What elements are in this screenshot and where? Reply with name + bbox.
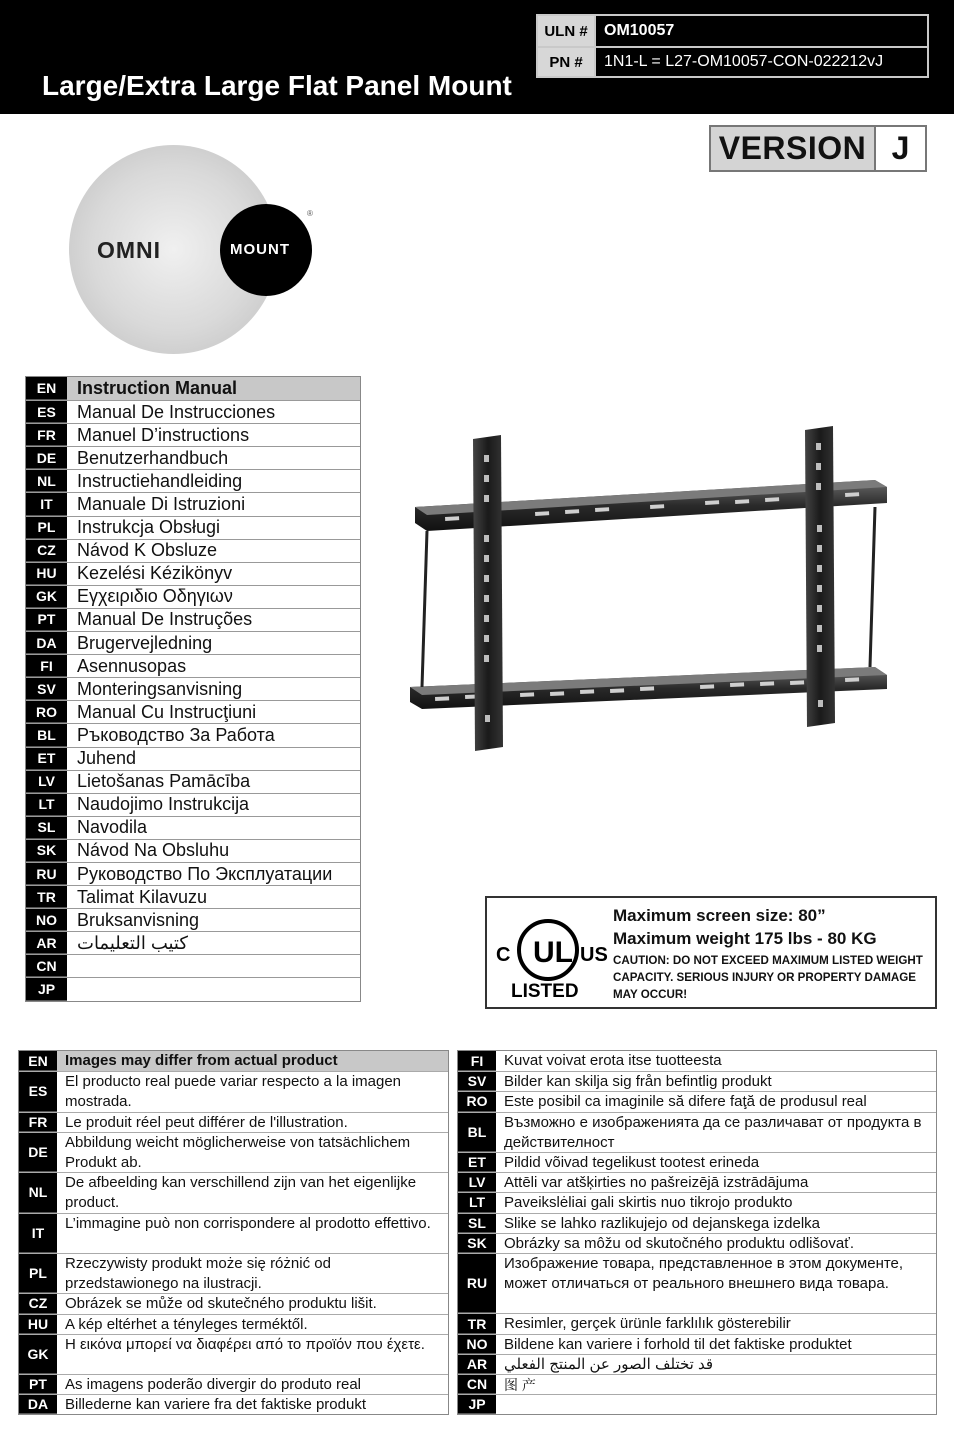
disclaimer-text: As imagens poderão divergir do produto real [65,1376,362,1394]
disclaimer-row [19,1051,448,1071]
language-row [26,700,360,723]
language-code: IT [19,1214,57,1253]
language-code: CZ [19,1294,57,1313]
language-code: FR [19,1113,57,1132]
language-row [26,469,360,492]
language-row [26,562,360,585]
language-code: SK [458,1234,496,1253]
language-code: ES [26,401,67,423]
language-code: AR [26,932,67,954]
disclaimer-row [458,1071,936,1091]
language-code: CN [458,1375,496,1394]
manual-title: Manuale Di Istruzioni [77,494,246,515]
manual-title: Návod Na Obsluhu [77,840,230,861]
disclaimer-row [19,1334,448,1374]
pn-label: PN # [538,48,596,76]
manual-title: Εγχειριδιο Οδηγιων [77,586,233,607]
language-code: SL [26,817,67,839]
language-code: BL [26,724,67,746]
language-code: NL [19,1173,57,1212]
language-row [26,423,360,446]
disclaimer-row [458,1091,936,1111]
logo-registered-mark: ® [307,209,313,218]
disclaimer-text: El producto real puede variar respecto a la imagen mostrada. [65,1073,402,1111]
disclaimer-text: قد تختلف الصور عن المنتج الفعلي [504,1355,714,1373]
language-row [26,839,360,862]
disclaimer-row [458,1394,936,1414]
disclaimer-text: Kuvat voivat erota itse tuotteesta [504,1052,722,1069]
logo-text-omni: OMNI [97,237,162,263]
disclaimer-row [19,1394,448,1414]
language-row [26,446,360,469]
manual-title: Instrukcja Obsługi [77,517,221,538]
mount-left-brace [422,531,427,687]
language-code: JP [458,1395,496,1414]
ul-listed-text: LISTED [511,981,579,1002]
max-screen-size: Maximum screen size: 80” [613,906,826,925]
language-code: LT [26,794,67,816]
mount-left-arm [473,435,503,751]
uln-value: OM10057 [596,16,927,46]
language-code: PL [19,1254,57,1293]
disclaimer-row [19,1132,448,1172]
language-row [26,608,360,631]
disclaimer-row [458,1253,936,1314]
manual-title: Navodila [77,817,148,838]
language-row [26,400,360,423]
language-code: HU [26,563,67,585]
disclaimer-row [458,1334,936,1354]
manual-title: Kezelési Kézikönyv [77,563,233,584]
manual-title: Monteringsanvisning [77,678,243,699]
language-row [26,908,360,931]
language-row [26,539,360,562]
disclaimer-text: Attēli var atšķirties no pašreizējā izstrādājuma [504,1174,809,1192]
language-code: LV [458,1173,496,1192]
manual-title: Benutzerhandbuch [77,447,229,468]
disclaimer-text [496,1395,936,1414]
disclaimer-table-right [457,1050,937,1415]
language-code: NO [458,1335,496,1354]
language-row [26,516,360,539]
disclaimer-text: Bilder kan skilja sig från befintlig produkt [504,1073,772,1091]
language-code: NO [26,909,67,931]
language-code: PL [26,517,67,539]
manual-title: Lietošanas Pamācība [77,771,251,792]
language-row [26,770,360,793]
manual-title: Manual Cu Instrucţiuni [77,701,257,722]
language-code: PT [19,1375,57,1394]
disclaimer-text: De afbeelding kan verschillend zijn van het eigenlijke product. [65,1174,417,1212]
manual-title [67,978,360,1000]
ul-us-text: US [580,944,608,966]
language-code: SL [458,1214,496,1233]
language-code: LV [26,771,67,793]
disclaimer-row [458,1213,936,1233]
omnimount-logo [69,145,313,354]
disclaimer-row [19,1112,448,1132]
language-row [26,977,360,1000]
disclaimer-table-left [18,1050,449,1415]
manual-title: Naudojimo Instrukcija [77,794,250,815]
disclaimer-text: Paveikslėliai gali skirtis nuo tikrojo produkto [504,1194,793,1212]
manual-title: Asennusopas [77,655,187,676]
ul-mark-text: UL [533,936,573,969]
disclaimer-row [458,1354,936,1374]
language-row [26,793,360,816]
language-code: GK [26,586,67,608]
disclaimer-text: Obrázky sa môžu od skutočného produktu odlišovať. [504,1234,854,1252]
disclaimer-row [458,1172,936,1192]
language-row [26,723,360,746]
pn-value: 1N1-L = L27-OM10057-CON-022212vJ [596,48,927,76]
version-box [709,125,927,172]
language-code: LT [458,1193,496,1212]
manual-title: Manual De Instruções [77,609,253,630]
caution-text: CAUTION: DO NOT EXCEED MAXIMUM LISTED WEIGHT CAPACITY. SERIOUS INJURY OR PROPERTY DAMAGE MAY OCCUR! [613,954,923,1001]
language-code: GK [19,1335,57,1374]
language-code: TR [26,886,67,908]
manual-language-table [25,376,361,1002]
language-code: RU [26,863,67,885]
uln-row [538,16,927,46]
language-code: BL [458,1113,496,1152]
language-row [26,631,360,654]
disclaimer-text: Изображение товара, представленное в этом документе, может отличаться от реального внешнего вида товара. [504,1254,904,1292]
language-code: ES [19,1072,57,1111]
logo-text-mount: MOUNT [230,241,290,258]
disclaimer-row [458,1313,936,1333]
pn-row [538,46,927,76]
language-row [26,931,360,954]
manual-title [67,955,360,977]
language-code: NL [26,470,67,492]
manual-title: Návod K Obsluze [77,540,218,561]
language-row [26,816,360,839]
language-code: FR [26,424,67,446]
language-code: ET [26,748,67,770]
disclaimer-row [19,1172,448,1212]
version-label: VERSION [711,127,876,170]
disclaimer-row [458,1192,936,1212]
manual-title: Talimat Kilavuzu [77,886,208,907]
disclaimer-text: Este posibil ca imaginile să difere faţă de produsul real [504,1093,867,1111]
disclaimer-row [19,1253,448,1293]
language-code: ET [458,1153,496,1172]
disclaimer-text: Images may differ from actual product [57,1051,448,1071]
language-row [26,377,360,400]
version-value: J [876,127,925,170]
manual-title: Brugervejledning [77,632,213,653]
language-code: CN [26,955,67,977]
disclaimer-row [458,1233,936,1253]
language-code: EN [26,377,67,400]
language-code: JP [26,978,67,1000]
language-code: AR [458,1355,496,1374]
manual-title: Instructiehandleiding [77,470,243,491]
part-id-table [536,14,929,78]
disclaimer-text: Billederne kan variere fra det faktiske produkt [65,1396,366,1414]
manual-title: Bruksanvisning [77,909,200,930]
language-code: RU [458,1254,496,1314]
language-row [26,654,360,677]
language-code: IT [26,493,67,515]
language-code: DA [19,1395,57,1414]
manual-title: Ръководство За Работа [77,724,275,745]
disclaimer-text: Rzeczywisty produkt może się różnić od przedstawionego na ilustracji. [65,1254,331,1293]
disclaimer-row [19,1213,448,1253]
disclaimer-text: Abbildung weicht möglicherweise von tatsächlichem Produkt ab. [65,1133,411,1171]
manual-title: Juhend [77,748,137,769]
language-code: SV [26,678,67,700]
disclaimer-row [458,1051,936,1071]
disclaimer-row [19,1314,448,1334]
disclaimer-text: Pildid võivad tegelikust tootest erineda [504,1153,760,1171]
max-weight: Maximum weight 175 lbs - 80 KG [613,929,877,948]
document-title: Large/Extra Large Flat Panel Mount [42,70,512,101]
language-row [26,885,360,908]
manual-title: Manuel D’instructions [77,424,250,445]
disclaimer-row [458,1152,936,1172]
disclaimer-row [19,1374,448,1394]
language-row [26,677,360,700]
disclaimer-text: 图 产 [504,1377,536,1394]
disclaimer-row [19,1071,448,1111]
wall-mount-product-image [405,425,890,760]
disclaimer-text: Obrázek se může od skutečného produktu lišit. [65,1295,377,1313]
disclaimer-row [458,1112,936,1152]
language-code: FI [458,1051,496,1071]
language-code: TR [458,1314,496,1333]
language-code: DE [19,1133,57,1172]
manual-title: Руководство По Эксплуатации [77,863,333,884]
language-row [26,492,360,515]
disclaimer-text: Възможно е изображенията да се различават от продукта в действителност [504,1113,922,1151]
ul-listed-mark [493,908,608,1002]
mount-right-arm [805,426,835,727]
disclaimer-text: Bildene kan variere i forhold til det faktiske produktet [504,1335,852,1353]
language-code: HU [19,1315,57,1334]
uln-label: ULN # [538,16,596,46]
language-code: RO [458,1092,496,1111]
manual-title: Instruction Manual [67,377,360,400]
language-code: PT [26,609,67,631]
manual-title: Manual De Instrucciones [77,401,276,422]
language-code: CZ [26,540,67,562]
language-code: FI [26,655,67,677]
manual-title: كتيب التعليمات [77,932,188,953]
language-code: SV [458,1072,496,1091]
disclaimer-text: A kép eltérhet a tényleges terméktől. [65,1315,308,1333]
disclaimer-text: Η εικόνα μπορεί να διαφέρει από το προϊόν που έχετε. [65,1335,425,1353]
language-code: DA [26,632,67,654]
language-code: SK [26,840,67,862]
specification-box [485,896,937,1009]
mount-right-brace [870,507,875,667]
disclaimer-row [19,1293,448,1313]
disclaimer-row [458,1374,936,1394]
language-row [26,585,360,608]
disclaimer-text: L’immagine può non corrispondere al prodotto effettivo. [65,1214,431,1232]
language-code: EN [19,1051,57,1071]
disclaimer-text: Slike se lahko razlikujejo od dejanskega izdelka [504,1214,821,1232]
language-row [26,954,360,977]
ul-c-text: C [496,944,511,966]
disclaimer-text: Le produit réel peut différer de l'illustration. [65,1113,348,1131]
language-row [26,747,360,770]
language-code: DE [26,447,67,469]
language-row [26,862,360,885]
language-code: RO [26,701,67,723]
disclaimer-text: Resimler, gerçek ürünle farklılık gösterebilir [504,1315,791,1333]
header-bar [0,0,954,114]
